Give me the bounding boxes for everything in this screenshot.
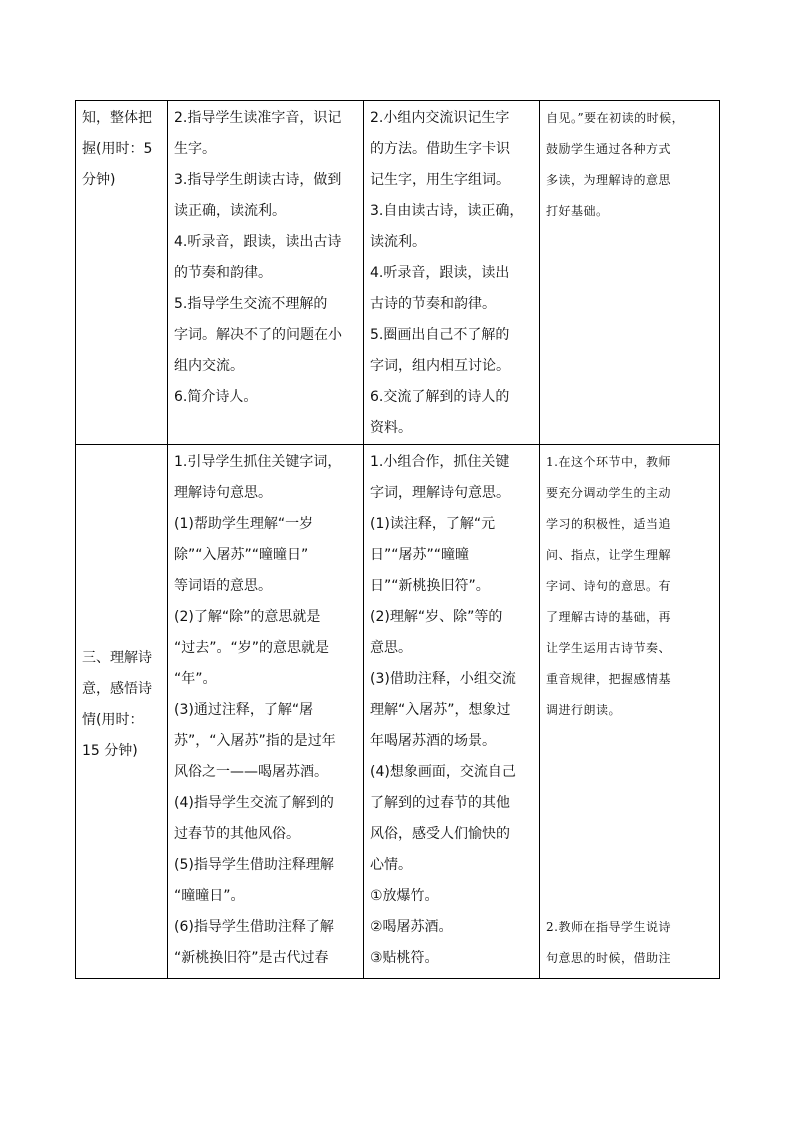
text-line: 意，感悟诗: [82, 681, 152, 697]
text-line: 6.交流了解到的诗人的: [370, 389, 510, 405]
design-intent-cell: [540, 445, 720, 979]
text-line: ②喝屠苏酒。: [370, 919, 453, 935]
table-row: [76, 445, 720, 979]
text-line: 了解到的过春节的其他: [370, 795, 510, 811]
text-line: “年”。: [174, 671, 217, 687]
text-line: 15 分钟): [82, 743, 138, 759]
text-line: 读流利。: [370, 234, 426, 250]
text-line: 字词。解决不了的问题在小: [174, 327, 342, 343]
text-line: 要充分调动学生的主动: [546, 486, 672, 500]
stage-cell: [76, 101, 168, 445]
text-line: 2.指导学生读准字音，识记: [174, 110, 342, 126]
text-line: 理解“入屠苏”，想象过: [370, 702, 511, 718]
text-line: (6)指导学生借助注释了解: [174, 919, 334, 935]
text-line: 风俗之一——喝屠苏酒。: [174, 764, 328, 780]
text-line: (4)想象画面，交流自己: [370, 764, 516, 780]
text-line: 问、指点，让学生理解: [546, 548, 672, 562]
text-line: 4.听录音，跟读，读出古诗: [174, 234, 342, 250]
text-line: 让学生运用古诗节奏、: [546, 641, 672, 655]
text-line: 三、理解诗: [82, 650, 152, 666]
text-line: 情(用时：: [82, 712, 144, 728]
text-line: 资料。: [370, 420, 412, 436]
text-line: ①放爆竹。: [370, 888, 439, 904]
text-line: 3.指导学生朗读古诗，做到: [174, 172, 342, 188]
text-line: 多读，为理解诗的意思: [546, 173, 672, 187]
text-line: (3)通过注释，了解“屠: [174, 702, 314, 718]
text-line: 心情。: [370, 857, 412, 873]
text-line: 日”“屠苏”“曈曈: [370, 547, 470, 563]
text-line: 3.自由读古诗，读正确，: [370, 203, 524, 219]
text-line: 日”“新桃换旧符”。: [370, 578, 490, 594]
text-line: 重音规律，把握感情基: [546, 672, 672, 686]
text-line: (2)了解“除”的意思就是: [174, 609, 321, 625]
text-line: (1)帮助学生理解“一岁: [174, 516, 314, 532]
text-line: 理解诗句意思。: [174, 485, 272, 501]
text-line: 自见。”要在初读的时候，: [546, 111, 685, 125]
text-line: 记生字，用生字组词。: [370, 172, 510, 188]
text-line: 意思。: [370, 640, 412, 656]
text-line: 的节奏和韵律。: [174, 265, 272, 281]
text-line: 字词，组内相互讨论。: [370, 358, 510, 374]
text-line: 年喝屠苏酒的场景。: [370, 733, 496, 749]
text-line: 4.听录音，跟读，读出: [370, 265, 510, 281]
text-line: 学习的积极性，适当追: [546, 517, 672, 531]
text-line: 组内交流。: [174, 358, 244, 374]
text-line: 了理解古诗的基础，再: [546, 610, 672, 624]
text-line: (2)理解“岁、除”等的: [370, 609, 503, 625]
teacher-activity-cell: [168, 445, 364, 979]
text-line: 等词语的意思。: [174, 578, 272, 594]
text-line: 知，整体把: [82, 110, 152, 126]
teacher-activity-cell: [168, 101, 364, 445]
paragraph-gap: [546, 726, 714, 912]
text-line: (1)读注释，了解“元: [370, 516, 496, 532]
student-activity-cell: [364, 101, 540, 445]
text-line: 6.简介诗人。: [174, 389, 258, 405]
text-line: 字词，理解诗句意思。: [370, 485, 510, 501]
text-line: 字词、诗句的意思。有: [546, 579, 672, 593]
text-line: ③贴桃符。: [370, 950, 439, 966]
text-line: 句意思的时候，借助注: [546, 951, 672, 965]
text-line: 5.指导学生交流不理解的: [174, 296, 328, 312]
text-line: 5.圈画出自己不了解的: [370, 327, 510, 343]
text-line: “新桃换旧符”是古代过春: [174, 950, 329, 966]
text-line: 读正确，读流利。: [174, 203, 286, 219]
text-line: 握(用时：5: [82, 141, 153, 157]
text-line: 1.引导学生抓住关键字词，: [174, 454, 342, 470]
text-line: 的方法。借助生字卡识: [370, 141, 510, 157]
design-intent-cell: [540, 101, 720, 445]
text-line: 生字。: [174, 141, 216, 157]
text-line: 过春节的其他风俗。: [174, 826, 300, 842]
text-line: 调进行朗读。: [546, 703, 622, 717]
text-line: (5)指导学生借助注释理解: [174, 857, 334, 873]
lesson-plan-table: [75, 100, 720, 979]
table-row: [76, 101, 720, 445]
text-line: 除”“入屠苏”“曈曈日”: [174, 547, 309, 563]
student-activity-cell: [364, 445, 540, 979]
text-line: 风俗，感受人们愉快的: [370, 826, 510, 842]
text-line: 苏”，“入屠苏”指的是过年: [174, 733, 336, 749]
text-line: 鼓励学生通过各种方式: [546, 142, 672, 156]
text-line: 1.小组合作，抓住关键: [370, 454, 510, 470]
text-line: (3)借助注释，小组交流: [370, 671, 516, 687]
text-line: 分钟): [82, 172, 116, 188]
stage-cell: [76, 445, 168, 979]
text-line: 1.在这个环节中，教师: [546, 455, 671, 469]
text-line: 古诗的节奏和韵律。: [370, 296, 496, 312]
text-line: “曈曈日”。: [174, 888, 245, 904]
text-line: 2.教师在指导学生说诗: [546, 920, 671, 934]
text-line: (4)指导学生交流了解到的: [174, 795, 334, 811]
text-line: 打好基础。: [546, 204, 609, 218]
text-line: 2.小组内交流识记生字: [370, 110, 510, 126]
text-line: “过去”。“岁”的意思就是: [174, 640, 330, 656]
